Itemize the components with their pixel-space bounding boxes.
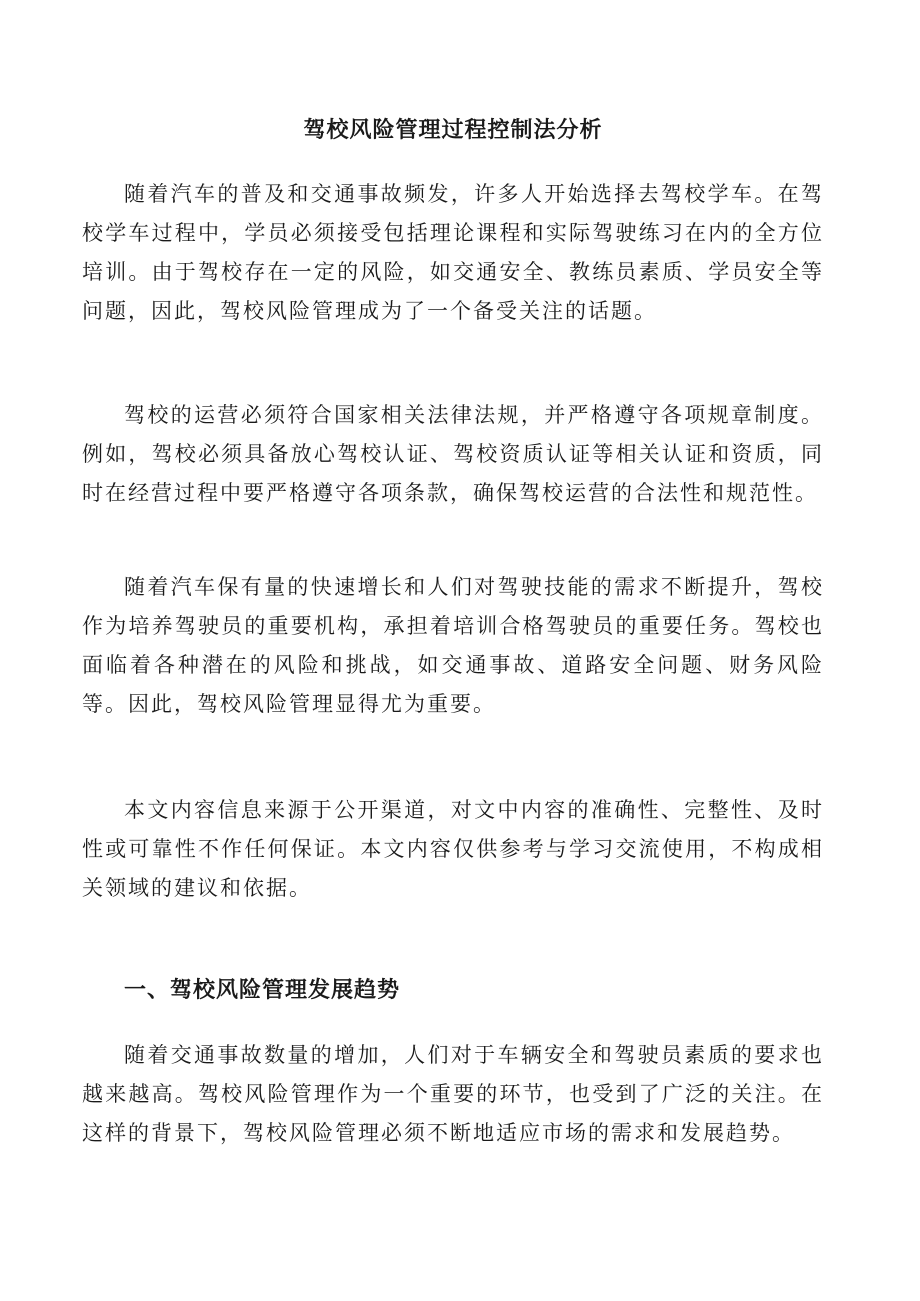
- intro-paragraph-3: 随着汽车保有量的快速增长和人们对驾驶技能的需求不断提升，驾校作为培养驾驶员的重要机构，承担着培训合格驾驶员的重要任务。驾校也面临着各种潜在的风险和挑战，如交通事故、道路安全问题、财务风险等。因此，驾校风险管理显得尤为重要。: [82, 575, 824, 716]
- section-heading: 一、驾校风险管理发展趋势: [124, 978, 401, 1003]
- document-title: 驾校风险管理过程控制法分析: [303, 118, 603, 143]
- intro-paragraph-1: 随着汽车的普及和交通事故频发，许多人开始选择去驾校学车。在驾校学车过程中，学员必须接受包括理论课程和实际驾驶练习在内的全方位培训。由于驾校存在一定的风险，如交通安全、教练员素质、学员安全等问题，因此，驾校风险管理成为了一个备受关注的话题。: [82, 182, 824, 323]
- disclaimer-paragraph: 本文内容信息来源于公开渠道，对文中内容的准确性、完整性、及时性或可靠性不作任何保证。本文内容仅供参考与学习交流使用，不构成相关领域的建议和依据。: [82, 798, 824, 900]
- section-paragraph-1: 随着交通事故数量的增加，人们对于车辆安全和驾驶员素质的要求也越来越高。驾校风险管理作为一个重要的环节，也受到了广泛的关注。在这样的背景下，驾校风险管理必须不断地适应市场的需求和发展趋势。: [82, 1043, 824, 1145]
- intro-paragraph-2: 驾校的运营必须符合国家相关法律法规，并严格遵守各项规章制度。例如，驾校必须具备放心驾校认证、驾校资质认证等相关认证和资质，同时在经营过程中要严格遵守各项条款，确保驾校运营的合法性和规范性。: [82, 403, 824, 505]
